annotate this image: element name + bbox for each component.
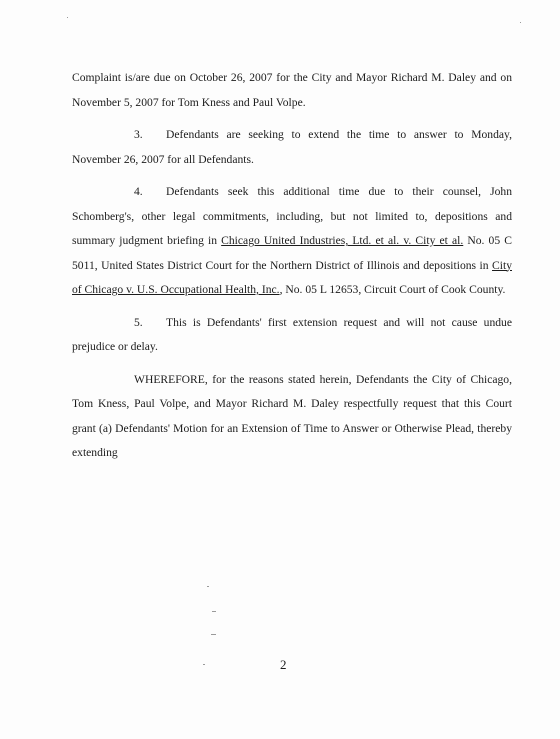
paragraph-3-text: Defendants are seeking to extend the time to answer to Monday, November 26, 2007 for all Defendants. [72,128,512,166]
scan-speck [207,586,209,587]
scan-speck [212,611,216,612]
paragraph-5-text: This is Defendants' first extension request and will not cause undue prejudice or delay. [72,315,512,353]
continuation-paragraph: Complaint is/are due on October 26, 2007 for the City and Mayor Richard M. Daley and on November 5, 2007 for Tom Kness and Paul Volpe. [72,71,512,109]
paragraph-4-text-1: Defendants seek this additional time due to their counsel, John Schomberg's, other legal commitments, including, but not limited to, depositions and summary judgment briefing in [72,185,512,247]
paragraph-3-number: 3. [134,128,143,141]
scan-speck [520,22,521,23]
paragraph-4-text-3: , No. 05 L 12653, Circuit Court of Cook County. [279,283,506,296]
page-number: 2 [280,657,287,672]
scan-speck [203,664,205,665]
case-citation-chicago-united: Chicago United Industries, Ltd. et al. v. City et al. [221,234,464,247]
paragraph-5 [72,311,512,360]
wherefore-paragraph: WHEREFORE, for the reasons stated herein, Defendants the City of Chicago, Tom Kness, Paul Volpe, and Mayor Richard M. Daley respectfully request that this Court grant (a) Defendants' Motion for an Extension of Time to Answer or Otherwise Plead, thereby extending [72,372,512,459]
paragraph-3 [72,123,512,172]
document-body [72,66,512,466]
paragraph-4-number: 4. [134,185,143,198]
case-citation-city-of-chicago: City of Chicago v. U.S. Occupational Health, Inc. [72,258,512,296]
paragraph-4 [72,180,512,303]
paragraph-4-text-2: No. 05 C 5011, United States District Court for the Northern District of Illinois and depositions in [72,234,513,272]
scan-speck [211,634,216,635]
scan-speck [67,17,68,18]
paragraph-5-number: 5. [134,315,143,329]
